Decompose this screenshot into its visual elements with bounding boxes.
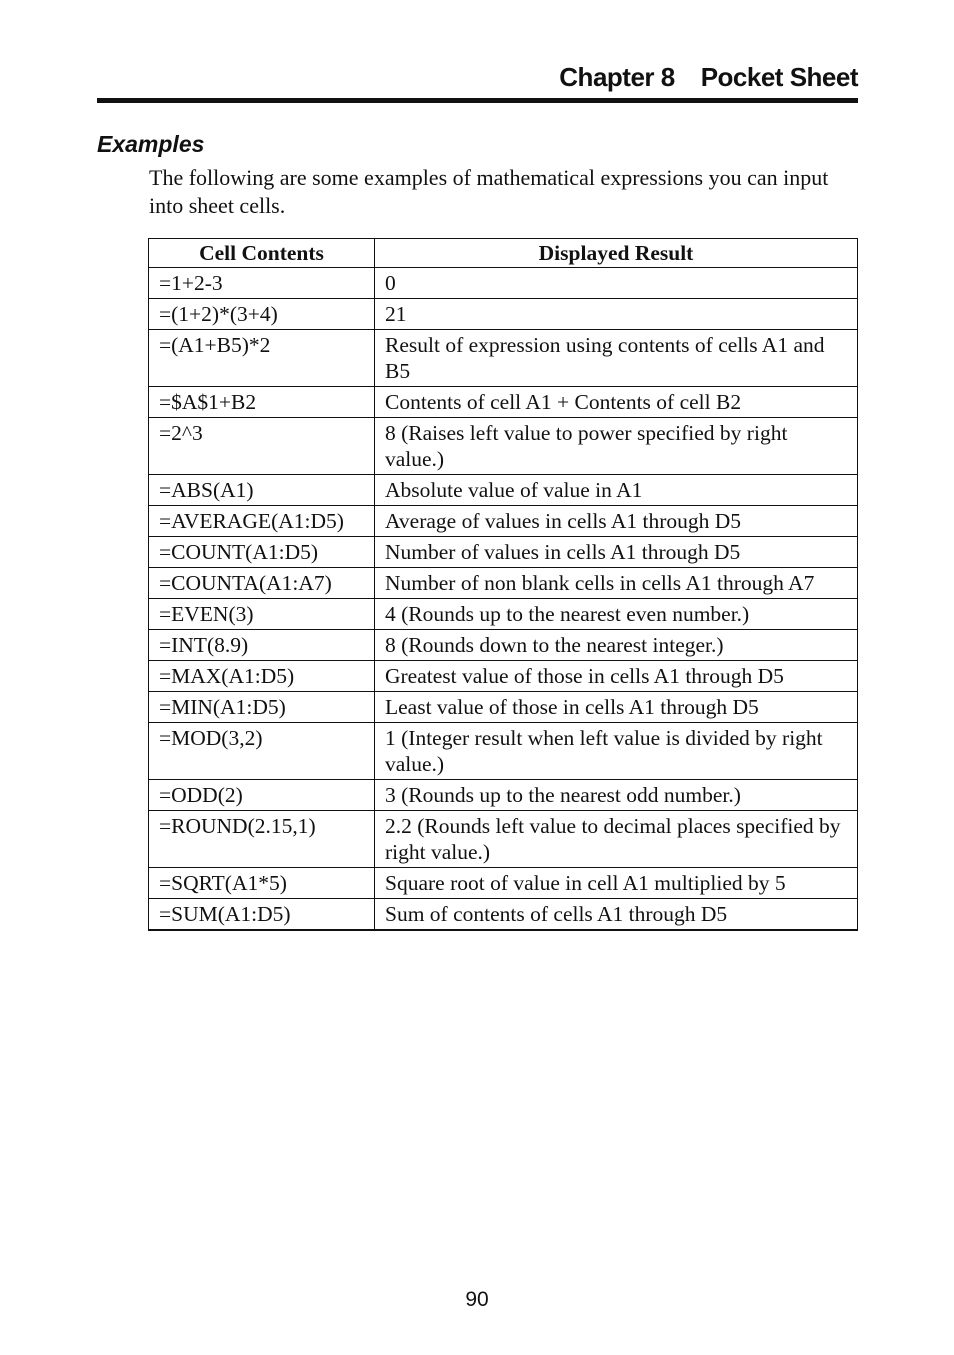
table-row — [149, 692, 858, 723]
table-row — [149, 868, 858, 899]
displayed-result: Sum of contents of cells A1 through D5 — [375, 899, 858, 931]
displayed-result: Number of non blank cells in cells A1 through A7 — [375, 568, 858, 599]
cell-contents: =COUNT(A1:D5) — [149, 537, 375, 568]
table-row — [149, 299, 858, 330]
page-header — [97, 60, 858, 103]
cell-contents: =COUNTA(A1:A7) — [149, 568, 375, 599]
table-row — [149, 268, 858, 299]
displayed-result: 0 — [375, 268, 858, 299]
displayed-result: Contents of cell A1 + Contents of cell B2 — [375, 387, 858, 418]
displayed-result: Average of values in cells A1 through D5 — [375, 506, 858, 537]
table-row — [149, 330, 858, 387]
cell-contents: =ROUND(2.15,1) — [149, 811, 375, 868]
table-row — [149, 780, 858, 811]
displayed-result: 8 (Rounds down to the nearest integer.) — [375, 630, 858, 661]
displayed-result: Result of expression using contents of cells A1 and B5 — [375, 330, 858, 387]
column-header-cell-contents: Cell Contents — [149, 239, 375, 268]
table-row — [149, 630, 858, 661]
cell-contents: =MAX(A1:D5) — [149, 661, 375, 692]
displayed-result: Least value of those in cells A1 through D5 — [375, 692, 858, 723]
displayed-result: 4 (Rounds up to the nearest even number.) — [375, 599, 858, 630]
cell-contents: =(1+2)*(3+4) — [149, 299, 375, 330]
intro-paragraph: The following are some examples of mathematical expressions you can input into sheet cells. — [149, 165, 829, 218]
cell-contents: =2^3 — [149, 418, 375, 475]
cell-contents: =$A$1+B2 — [149, 387, 375, 418]
displayed-result: Absolute value of value in A1 — [375, 475, 858, 506]
cell-contents: =(A1+B5)*2 — [149, 330, 375, 387]
table-row — [149, 723, 858, 780]
displayed-result: Square root of value in cell A1 multiplied by 5 — [375, 868, 858, 899]
page-number: 90 — [465, 1288, 489, 1311]
table-row — [149, 899, 858, 931]
cell-contents: =SUM(A1:D5) — [149, 899, 375, 931]
displayed-result: 21 — [375, 299, 858, 330]
displayed-result: 8 (Raises left value to power specified by right value.) — [375, 418, 858, 475]
displayed-result: 3 (Rounds up to the nearest odd number.) — [375, 780, 858, 811]
displayed-result: 1 (Integer result when left value is divided by right value.) — [375, 723, 858, 780]
displayed-result: 2.2 (Rounds left value to decimal places specified by right value.) — [375, 811, 858, 868]
chapter-title: Pocket Sheet — [700, 62, 858, 92]
table-row — [149, 661, 858, 692]
cell-contents: =MIN(A1:D5) — [149, 692, 375, 723]
table-row — [149, 475, 858, 506]
cell-contents: =ABS(A1) — [149, 475, 375, 506]
section-title: Examples — [97, 131, 205, 157]
cell-contents: =EVEN(3) — [149, 599, 375, 630]
table-row — [149, 418, 858, 475]
cell-contents: =SQRT(A1*5) — [149, 868, 375, 899]
table-header-row — [149, 239, 858, 268]
examples-table — [148, 238, 858, 931]
displayed-result: Greatest value of those in cells A1 through D5 — [375, 661, 858, 692]
cell-contents: =MOD(3,2) — [149, 723, 375, 780]
table-row — [149, 387, 858, 418]
table-row — [149, 811, 858, 868]
cell-contents: =INT(8.9) — [149, 630, 375, 661]
table-row — [149, 506, 858, 537]
column-header-displayed-result: Displayed Result — [375, 239, 858, 268]
cell-contents: =1+2-3 — [149, 268, 375, 299]
chapter-label: Chapter 8 — [559, 62, 675, 92]
table-row — [149, 537, 858, 568]
displayed-result: Number of values in cells A1 through D5 — [375, 537, 858, 568]
table-row — [149, 568, 858, 599]
cell-contents: =ODD(2) — [149, 780, 375, 811]
table-row — [149, 599, 858, 630]
cell-contents: =AVERAGE(A1:D5) — [149, 506, 375, 537]
